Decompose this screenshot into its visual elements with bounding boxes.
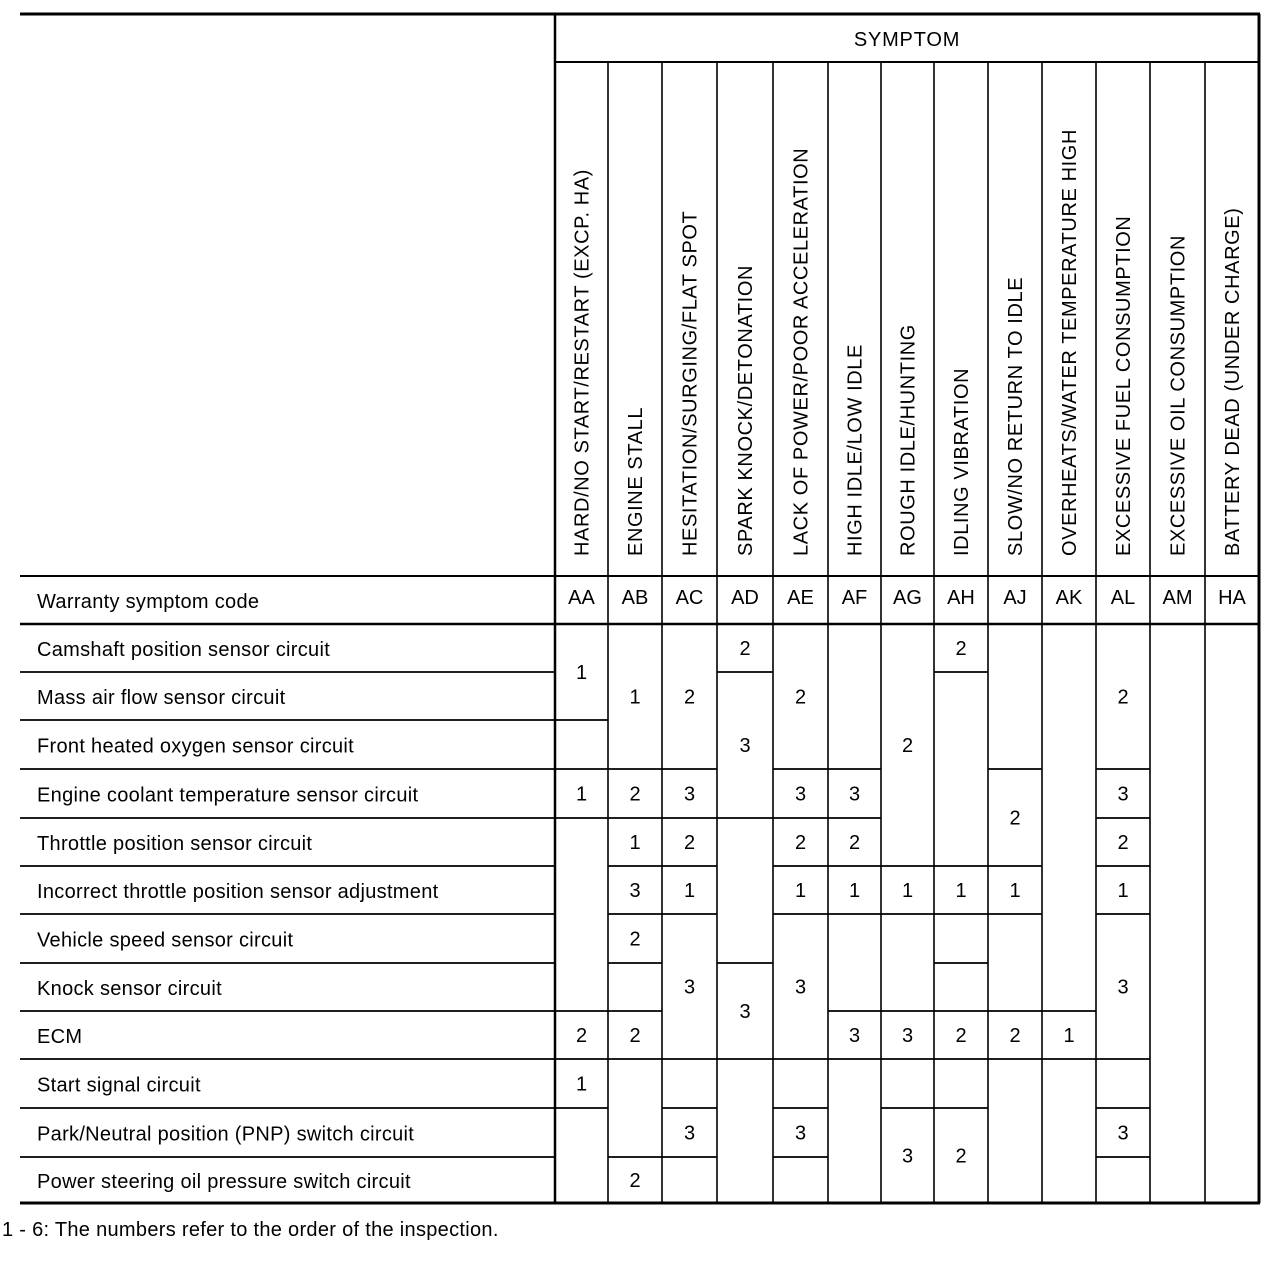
- inspection-item-label: Park/Neutral position (PNP) switch circuit: [37, 1123, 415, 1146]
- inspection-order-value: 3: [794, 976, 807, 999]
- warranty-code-ah: AH: [947, 587, 975, 609]
- inspection-order-value: 3: [901, 1025, 914, 1047]
- inspection-order-value: 2: [629, 783, 641, 806]
- warranty-code-ag: AG: [893, 587, 922, 609]
- symptom-header-title: SYMPTOM: [853, 29, 961, 51]
- inspection-order-value: 1: [629, 686, 641, 709]
- inspection-order-value: 2: [629, 1025, 641, 1047]
- inspection-order-value: 1: [1009, 880, 1021, 902]
- inspection-order-value: 3: [683, 1122, 696, 1145]
- symptom-header-aj: SLOW/NO RETURN TO IDLE: [1005, 276, 1027, 556]
- symptom-header-ab: ENGINE STALL: [625, 406, 647, 556]
- warranty-code-aj: AJ: [1003, 587, 1027, 609]
- inspection-order-value: 2: [901, 735, 914, 757]
- inspection-order-value: 3: [848, 783, 861, 806]
- inspection-item-label: Knock sensor circuit: [37, 978, 222, 1000]
- inspection-order-value: 2: [955, 638, 967, 660]
- warranty-code-ak: AK: [1055, 587, 1083, 609]
- warranty-code-ab: AB: [621, 587, 649, 609]
- inspection-order-value: 3: [1117, 1122, 1129, 1145]
- symptom-header-ag: ROUGH IDLE/HUNTING: [897, 324, 920, 556]
- footnote: 1 - 6: The numbers refer to the order of the inspection.: [2, 1219, 499, 1241]
- warranty-code-am: AM: [1162, 587, 1193, 609]
- inspection-order-value: 1: [1063, 1025, 1075, 1047]
- inspection-order-value: 3: [794, 783, 807, 806]
- inspection-order-values: [576, 638, 1129, 1192]
- symptom-header-ac: HESITATION/SURGING/FLAT SPOT: [679, 210, 702, 556]
- inspection-item-label: Front heated oxygen sensor circuit: [37, 735, 355, 758]
- symptom-header-ha: BATTERY DEAD (UNDER CHARGE): [1222, 207, 1244, 556]
- warranty-code-row-label: Warranty symptom code: [37, 591, 260, 613]
- inspection-order-value: 2: [683, 832, 696, 854]
- symptom-header-ad: SPARK KNOCK/DETONATION: [735, 264, 757, 556]
- inspection-order-value: 1: [683, 880, 696, 902]
- inspection-order-value: 2: [575, 1025, 588, 1047]
- inspection-order-value: 3: [848, 1025, 861, 1047]
- inspection-order-value: 2: [794, 686, 807, 709]
- symptom-headers: [572, 129, 1245, 556]
- symptom-header-aa: HARD/NO START/RESTART (EXCP. HA): [571, 168, 594, 556]
- inspection-order-value: 2: [794, 832, 807, 854]
- warranty-code-ad: AD: [731, 587, 759, 609]
- symptom-header-ae: LACK OF POWER/POOR ACCELERATION: [790, 147, 813, 556]
- inspection-order-value: 2: [955, 1025, 967, 1047]
- inspection-order-value: 1: [1117, 880, 1129, 902]
- inspection-order-value: 1: [629, 832, 641, 854]
- inspection-order-value: 2: [739, 638, 751, 660]
- warranty-code-af: AF: [841, 587, 868, 609]
- inspection-order-value: 3: [739, 1001, 751, 1023]
- warranty-code-aa: AA: [568, 587, 595, 609]
- inspection-order-value: 1: [955, 880, 967, 902]
- symptom-header-al: EXCESSIVE FUEL CONSUMPTION: [1113, 215, 1135, 556]
- inspection-order-value: 3: [1117, 976, 1129, 999]
- inspection-order-value: 2: [1117, 832, 1129, 854]
- symptom-header-ah: IDLING VIBRATION: [951, 367, 973, 556]
- symptom-header-ak: OVERHEATS/WATER TEMPERATURE HIGH: [1059, 128, 1081, 556]
- symptom-header-am: EXCESSIVE OIL CONSUMPTION: [1167, 235, 1190, 556]
- inspection-order-value: 1: [848, 880, 861, 902]
- symptom-header-af: HIGH IDLE/LOW IDLE: [844, 344, 867, 556]
- inspection-item-label: Start signal circuit: [37, 1074, 201, 1097]
- warranty-code-ac: AC: [675, 587, 704, 609]
- inspection-item-label: Engine coolant temperature sensor circuit: [37, 784, 419, 807]
- inspection-order-value: 2: [629, 928, 641, 951]
- inspection-order-value: 1: [575, 783, 588, 806]
- inspection-order-value: 3: [794, 1122, 807, 1145]
- inspection-order-value: 3: [901, 1145, 914, 1168]
- inspection-order-value: 2: [848, 832, 861, 854]
- inspection-order-value: 2: [683, 686, 696, 709]
- inspection-order-value: 3: [683, 976, 696, 999]
- inspection-order-value: 2: [1009, 807, 1021, 830]
- inspection-order-value: 1: [575, 662, 588, 684]
- warranty-code-ae: AE: [787, 587, 814, 609]
- inspection-order-value: 1: [575, 1073, 588, 1096]
- inspection-item-label: Mass air flow sensor circuit: [37, 687, 286, 709]
- inspection-order-value: 1: [901, 880, 914, 902]
- warranty-code-ha: HA: [1218, 587, 1246, 609]
- inspection-item-label: Incorrect throttle position sensor adjustment: [37, 881, 439, 903]
- inspection-order-value: 2: [1009, 1025, 1021, 1047]
- warranty-code-cells: [568, 587, 1246, 609]
- inspection-item-label: Throttle position sensor circuit: [37, 833, 313, 855]
- inspection-item-label: Power steering oil pressure switch circuit: [37, 1171, 411, 1193]
- warranty-code-al: AL: [1110, 587, 1136, 609]
- inspection-order-value: 2: [1117, 686, 1129, 709]
- inspection-order-value: 3: [1117, 783, 1129, 806]
- inspection-item-labels: [37, 639, 439, 1193]
- inspection-order-value: 3: [683, 783, 696, 806]
- matrix-grid-lines: [20, 62, 1205, 1203]
- inspection-order-value: 3: [739, 735, 751, 757]
- inspection-order-value: 2: [629, 1170, 641, 1192]
- inspection-order-value: 1: [794, 880, 807, 902]
- inspection-item-label: Vehicle speed sensor circuit: [37, 929, 294, 952]
- inspection-order-value: 3: [629, 880, 641, 902]
- inspection-item-label: ECM: [37, 1026, 83, 1048]
- inspection-item-label: Camshaft position sensor circuit: [37, 639, 331, 661]
- inspection-order-value: 2: [955, 1145, 967, 1168]
